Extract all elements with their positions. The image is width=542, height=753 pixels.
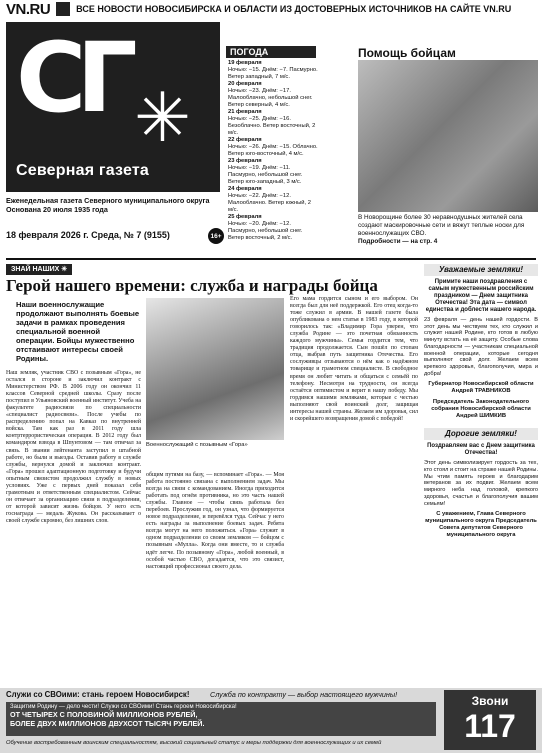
help-photo (358, 60, 538, 212)
ad-body: Защитим Родину — дело чести! Служи со СВОими! Стань героем Новосибирска! ОТ ЧЕТЫРЕХ С ПОЛОВИНОЙ МИЛЛИОНОВ РУБЛЕЙ, БОЛЕЕ ДВУХ МИЛЛИОНОВ ДВУХСОТ ТЫСЯЧ РУБЛЕЙ. (6, 702, 436, 736)
greeting-title-1: Уважаемые земляки! (424, 264, 538, 276)
weather-day: 20 февраля Ночью: −23. Днём: −17. Малооблачно, небольшой снег. Ветер северный, 4 м/с. (228, 81, 313, 108)
greeting-signature-district: С уважением, Глава Северного муниципального округа Председатель Совета депутатов Северного муниципального округа (425, 511, 537, 539)
ad-headline: Служи со СВОими: стань героем Новосибирск! (6, 690, 190, 699)
article-headline: Герой нашего времени: служба и награды бойца (6, 276, 378, 295)
section-tag: ЗНАЙ НАШИХ ✳ (6, 264, 72, 275)
weather-day: 19 февраля Ночью: −15. Днём: −7. Пасмурно. Ветер западный, 7 м/с. (228, 60, 318, 80)
site-logo-icon (56, 2, 70, 16)
article-lead: Наши военнослужащие продолжают выполнять боевые задачи в рамках проведения специальной военной операции. Бойцы мужественно отстаивают интересы своей Родины. (16, 300, 140, 363)
greeting-text-2: Этот день символизирует гордость за тех, кто стоял и стоит на страже нашей Родины. Мы чтим память героев и благодарим ветеранов за их подвиг. Желаем всем мирного неба над головой, крепкого здоровья, счастья и благополучия вашим семьям! (424, 460, 538, 507)
weather-forecast (228, 60, 318, 242)
article-column-3: Его мама гордится сыном и его выбором. Он всегда был для неё поддержкой. Его отец когда-то тоже служил в армии. В нашей газете была опубликована о нем статья в 1983 году, в которой говорилось так: «Владимир Гора уверен, что служба Родине — это почетная обязанность каждого мужчины». Семья гордится тем, что традиция продолжается. Сын пошёл по стопам отца, выбрав путь защитника Отечества. Его сослуживцы отзываются о нём как о надёжном товарище и грамотном специалисте. В свободное время он любит читать и общаться с семьёй по телефону. Несмотря на трудности, он всегда остаётся оптимистом и верит в нашу победу. Мы гордимся нашими земляками, которые с честью выполняют свой воинский долг, защищая интересы нашей страны. Желаем им здоровья, сил и скорейшего возвращения домой с победой! (290, 296, 418, 422)
ad-footnote: Обучение востребованным воинским специальностям, высокий социальный статус и меры поддержки для военнослужащих и их семей (6, 740, 382, 746)
site-name[interactable]: VN.RU (6, 0, 51, 18)
article-column-1: Наш земляк, участник СВО с позывным «Гора», не остался в стороне и заключил контракт с Министерством РФ. В 2006 году он окончил 11 классов Северной средней школы. Сразу после поступил в Ульяновский военный институт. Учеба на факультете радиосвязи по специальности «специалист радиосвязи». После учебы по распределению попал на Кавказ по внутренней войска. Там как раз в 2011 году шла контртеррористическая операция. В 2012 году был командиром взвода в Шпунтовом — там отвечал за связь. В звании лейтенанта заступил в штабной работе, но были и выезды. Оставив работу в службе службы, вернулся домой и заключил контракт. «Гора» прошел адаптационную подготовку и будучи опытным связистом продолжил службу в новых условиях. Уже с первых дней показал себя грамотным и ответственным специалистом. Сейчас он отвечает за организацию связи в подразделении, от которой зависит жизнь бойцов. У него есть госнаграда — медаль Жукова. Он рассказывает о своей службе скромно, без лишних слов. (6, 370, 141, 524)
call-number[interactable]: 117 (464, 708, 516, 744)
logo-letters: СГ (16, 22, 128, 134)
greetings-column (424, 264, 538, 539)
weather-day: 21 февраля Ночью: −25. Днём: −16. Безоблачно. Ветер восточный, 2 м/с. (228, 109, 316, 136)
newspaper-logo (6, 22, 220, 192)
newspaper-title: Северная газета (16, 162, 150, 179)
ad-amount-1: ОТ ЧЕТЫРЕХ С ПОЛОВИНОЙ МИЛЛИОНОВ РУБЛЕЙ, (10, 710, 198, 720)
greeting-title-2: Дорогие земляки! (424, 428, 538, 440)
issue-dateline: 18 февраля 2026 г. Среда, № 7 (9155) (6, 230, 170, 240)
weather-day: 24 февраля Ночью: −22. Днём: −12. Малооблачно. Ветер южный, 2 м/с. (228, 186, 311, 213)
ad-subheadline: Служба по контракту — выбор настоящего мужчины! (210, 690, 398, 699)
greeting-intro-1: Примите наши поздравления с самым мужественным российским праздником — Днем защитника Отечества! Эта дата — символ единства и доблести нашего народа. (425, 279, 537, 313)
newspaper-description: Еженедельная газета Северного муниципального округа (6, 196, 210, 205)
help-caption: В Новорощине более 30 неравнодушных жителей села создают маскировочные сети и вяжут теплые носки для военнослужащих СВО. Подробности — на стр. 4 (358, 214, 538, 246)
weather-title: ПОГОДА (226, 46, 316, 58)
ad-amount-2: БОЛЕЕ ДВУХ МИЛЛИОНОВ ДВУХСОТ ТЫСЯЧ РУБЛЕЙ. (10, 719, 205, 729)
newspaper-subinfo (6, 196, 220, 214)
newspaper-founded: Основана 20 июля 1935 года (6, 205, 108, 214)
weather-day: 22 февраля Ночью: −26. Днём: −15. Облачно. Ветер юго-восточный, 4 м/с. (228, 137, 318, 157)
snowflake-icon: ✳ (134, 80, 191, 156)
help-section-title: Помощь бойцам (358, 46, 456, 60)
age-rating-badge: 16+ (208, 228, 224, 244)
greeting-intro-2: Поздравляем вас с Днем защитника Отечества! (427, 443, 535, 457)
divider (6, 258, 536, 260)
help-more-link[interactable]: Подробности — на стр. 4 (358, 238, 438, 245)
greeting-signature-assembly: Председатель Законодательного собрания Новосибирской области Андрей ШИМКИВ (431, 399, 531, 420)
greeting-text-1: 23 февраля — день нашей гордости. В этот день мы чествуем тех, кто служил и служит нашей Родине, кто готов в любую минуту встать на её защиту. Особые слова благодарности — участникам специальной военной операции, которые сегодня выполняют свой долг. Желаем всем крепкого здоровья, благополучия, мира и добра! (424, 317, 538, 377)
article-column-2: общим путями на базу, — вспоминает «Гора». — Моя работа постоянно связана с выполнением задач. Мы всегда на связи с командованием. Иногда приходится работать под огнём противника, но это часть нашей службы. Главное — чтобы связь работала без перебоев. Прослужив год, он узнал, что формируется новое подразделение, и перевёлся туда. Сейчас у него есть награды за выполнение боевых задач. Ребята всегда могут на него положиться. «Гора» служит в одном подразделении со своим земляком — бойцом с позывным «Мулла». Когда они вместе, то и служба идёт легче. По позывному «Гора», любой военный, в особой частью СВО, догадается, что это связист, настоящий профессионал своего дела. (146, 472, 284, 570)
greeting-signature-governor: Губернатор Новосибирской области Андрей ТРАВНИКОВ (428, 381, 534, 395)
photo-caption: Военнослужащий с позывным «Гора» (146, 442, 248, 448)
weather-day: 25 февраля Ночью: −20. Днём: −12. Пасмурно, небольшой снег. Ветер восточный, 2 м/с. (228, 214, 303, 241)
weather-day: 23 февраля Ночью: −19. Днём: −11. Пасмурно, небольшой снег. Ветер юго-западный, 3 м/с. (228, 158, 303, 185)
call-label: Звони (471, 694, 509, 708)
banner-tagline: ВСЕ НОВОСТИ НОВОСИБИРСКА И ОБЛАСТИ ИЗ ДОСТОВЕРНЫХ ИСТОЧНИКОВ НА САЙТЕ VN.RU (76, 4, 512, 14)
call-block[interactable] (444, 690, 536, 750)
top-banner (0, 0, 542, 18)
soldier-photo (146, 298, 284, 440)
